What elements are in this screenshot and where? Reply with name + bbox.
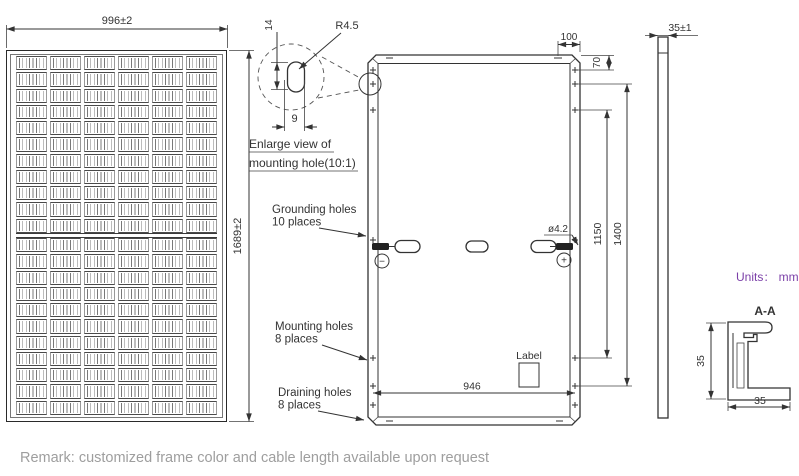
bottom-span-dim: 946 (463, 380, 481, 393)
label-box-text: Label (516, 350, 542, 362)
enlarge-caption-line1: Enlarge view of (249, 137, 332, 151)
side-view (645, 22, 698, 418)
units-note: Units： mm (736, 270, 799, 284)
mounting-holes-label: Mounting holes (275, 321, 353, 333)
top-hole-offset-dim: 100 (560, 32, 578, 43)
hole-width-dim: 9 (291, 113, 298, 125)
enlarge-caption-line2: mounting hole(10:1) (249, 156, 356, 170)
front-height-dim: 1689±2 (232, 217, 244, 255)
mount-inner-dim: 1150 (592, 222, 604, 246)
radius-label: R4.5 (335, 20, 359, 32)
hole-diameter-label: ø4.2 (547, 224, 569, 235)
negative-symbol: − (379, 256, 385, 268)
back-view (272, 32, 632, 425)
junction-box-icon (466, 241, 488, 252)
draining-holes-label: Draining holes (278, 387, 352, 399)
connector-plug-right-icon (556, 243, 573, 250)
side-profile-bar (658, 37, 668, 418)
section-width-dim: 35 (754, 395, 766, 407)
grounding-holes-label: Grounding holes (272, 204, 357, 216)
draining-holes-count: 8 places (278, 399, 321, 412)
mount-outer-dim: 1400 (612, 222, 624, 246)
grounding-holes-count: 10 places (272, 216, 322, 229)
hole-height-dim: 14 (264, 19, 275, 31)
positive-symbol: + (561, 255, 567, 267)
connector-plug-left-icon (372, 243, 389, 250)
thickness-dim: 35±1 (668, 22, 692, 34)
front-view-dimensions (7, 15, 255, 422)
enlarge-view (249, 19, 360, 171)
cable-gland-left-icon (395, 241, 420, 253)
front-width-dim: 996±2 (101, 15, 133, 27)
section-view (695, 304, 790, 411)
mounting-holes-count: 8 places (275, 333, 318, 346)
remark-text: Remark: customized frame color and cable length available upon request (20, 450, 490, 466)
right-top-offset-dim: 70 (592, 56, 603, 69)
section-height-dim: 35 (695, 355, 707, 367)
section-title: A-A (754, 304, 776, 318)
